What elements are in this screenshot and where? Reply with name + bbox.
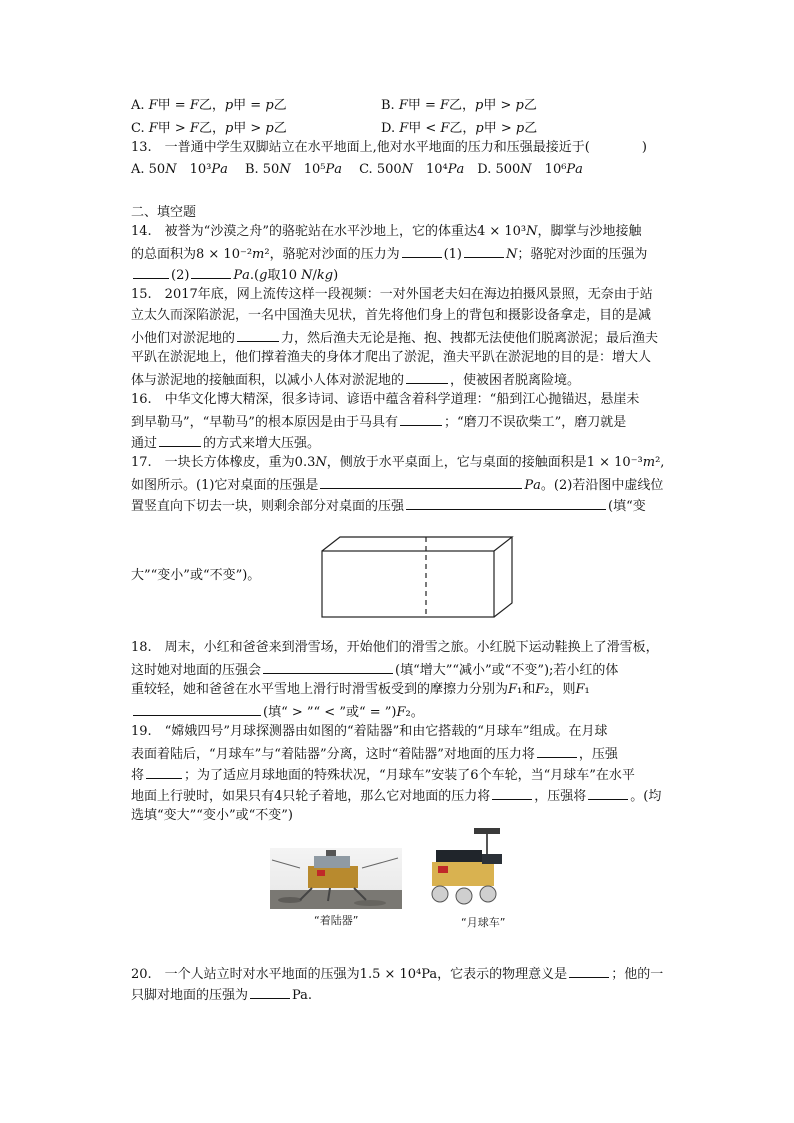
q19-line5: 选填“变大”“变小”或“不变”) (131, 808, 293, 823)
q19-blank-2[interactable] (146, 764, 182, 779)
q16-blank-1[interactable] (400, 411, 442, 426)
q20-line1 (131, 963, 663, 985)
q19-blank-4[interactable] (588, 785, 628, 800)
q17-blank-2[interactable] (406, 495, 606, 510)
q14-blank-1-left[interactable] (402, 243, 442, 258)
q14-blank-2-label: (2) (171, 268, 190, 283)
q19-line3 (131, 764, 635, 786)
q20-blank-1[interactable] (569, 963, 609, 978)
q18-line4 (131, 701, 424, 723)
q13-options: A. 50𝑁 10³𝑃𝑎 B. 50𝑁 10⁵𝑃𝑎 C. 500𝑁 10⁴𝑃𝑎 D. 500𝑁 10⁶𝑃𝑎 (131, 162, 583, 177)
q18-text: (填“ > ”“ < ”或“ = ”)𝐹₂。 (263, 705, 424, 720)
q19-text: 将 (131, 768, 145, 783)
q17-text: 𝑃𝑎。(2)若沿图中虚线位 (524, 478, 664, 493)
q17-line1: 17. 一块长方体橡皮，重为0.3𝑁，侧放于水平桌面上，它与桌面的接触面积是1 × 10⁻³𝑚², (131, 455, 665, 470)
q19-text: 。(均 (630, 789, 662, 804)
q16-text: 通过 (131, 436, 158, 451)
q15-line1: 15. 2017年底，网上流传这样一段视频：一对外国老夫妇在海边拍摄风景照，无奈由于站 (131, 287, 653, 302)
q12-option-b: B. 𝐹甲 = 𝐹乙，𝑝甲 > 𝑝乙 (381, 98, 537, 113)
q14-text: 𝑃𝑎.(𝑔取10 𝑁/𝑘𝑔) (233, 268, 339, 283)
section-title-fill-in: 二、填空题 (131, 205, 197, 220)
q18-text: (填“增大”“减小”或“不变”);若小红的体 (395, 663, 619, 678)
q15-line3 (131, 327, 658, 349)
q15-text: 体与淤泥地的接触面积，以减小人体对淤泥地的 (131, 373, 405, 388)
q19-line2 (131, 743, 618, 765)
q17-text: 如图所示。(1)它对桌面的压强是 (131, 478, 319, 493)
q14-line3 (131, 264, 338, 286)
q14-blank-2-right[interactable] (191, 264, 231, 279)
q17-eraser-figure (318, 534, 518, 620)
q19-line1: 19. “嫦娥四号”月球探测器由如图的“着陆器”和由它搭载的“月球车”组成。在月球 (131, 724, 608, 739)
q15-line4: 平趴在淤泥地上，他们撑着渔夫的身体才爬出了淤泥，渔夫平趴在淤泥地的目的是：增大人 (131, 350, 652, 365)
q14-text: 的总面积为8 × 10⁻²𝑚²，骆驼对沙面的压力为 (131, 247, 400, 262)
q14-blank-1-label: (1) (443, 247, 463, 262)
q16-blank-2[interactable] (159, 432, 201, 447)
q20-blank-2[interactable] (250, 984, 290, 999)
q20-text: 20. 一个人站立时对水平地面的压强为1.5 × 10⁴Pa，它表示的物理意义是 (131, 967, 568, 982)
q15-blank-1[interactable] (237, 327, 279, 342)
q12-option-c: C. 𝐹甲 > 𝐹乙，𝑝甲 > 𝑝乙 (131, 121, 287, 136)
q20-text: 只脚对地面的压强为 (131, 988, 249, 1003)
q14-blank-2-left[interactable] (133, 264, 169, 279)
rover-photo (418, 824, 514, 910)
q15-text: 力，然后渔夫无论是拖、抱、拽都无法使他们脱离淤泥；最后渔夫 (281, 331, 659, 346)
q18-line1: 18. 周末，小红和爸爸来到滑雪场，开始他们的滑雪之旅。小红脱下运动鞋换上了滑雪板， (131, 640, 659, 655)
q19-line4 (131, 785, 661, 807)
q14-line1: 14. 被誉为“沙漠之舟”的骆驼站在水平沙地上，它的体重达4 × 10³𝑁，脚掌与沙地接触 (131, 224, 642, 239)
q19-text: 地面上行驶时，如果只有4只轮子着地，那么它对地面的压力将 (131, 789, 491, 804)
q16-line1: 16. 中华文化博大精深，很多诗词、谚语中蕴含着科学道理：“船到江心抛锚迟，悬崖未 (131, 392, 640, 407)
q16-text: 到早勒马”，“早勒马”的根本原因是由于马具有 (131, 415, 398, 430)
q17-text: 置竖直向下切去一块，则剩余部分对桌面的压强 (131, 499, 405, 514)
q19-text: 表面着陆后，“月球车”与“着陆器”分离，这时“着陆器”对地面的压力将 (131, 747, 535, 762)
q17-line2 (131, 474, 663, 496)
q20-text: Pa. (292, 988, 313, 1003)
q18-text: 这时她对地面的压强会 (131, 663, 262, 678)
q14-text: 𝑁；骆驼对沙面的压强为 (506, 247, 648, 262)
q19-text: ，压强将 (534, 789, 587, 804)
q18-line3: 重较轻，她和爸爸在水平雪地上滑行时滑雪板受到的摩擦力分别为𝐹₁和𝐹₂，则𝐹₁ (131, 682, 590, 697)
q15-text: ，使被困者脱离险境。 (450, 373, 581, 388)
q17-blank-1[interactable] (320, 474, 522, 489)
rover-caption: “月球车” (461, 916, 506, 929)
q14-line2 (131, 243, 647, 265)
q19-text: ，压强 (578, 747, 618, 762)
cuboid-front-face (322, 551, 494, 617)
q16-line2 (131, 411, 626, 433)
q12-option-a: A. 𝐹甲 = 𝐹乙，𝑝甲 = 𝑝乙 (131, 98, 287, 113)
q16-line3 (131, 432, 320, 454)
q17-text: (填“变 (608, 499, 646, 514)
q19-blank-1[interactable] (537, 743, 577, 758)
q12-option-d: D. 𝐹甲 < 𝐹乙，𝑝甲 > 𝑝乙 (381, 121, 538, 136)
lander-caption: “着陆器” (314, 914, 359, 927)
q15-blank-2[interactable] (406, 369, 448, 384)
q15-line2: 立太久而深陷淤泥，一名中国渔夫见状，首先将他们身上的背包和摄影设备拿走，目的是减 (131, 308, 652, 323)
lander-photo (270, 848, 402, 909)
q16-text: ；“磨刀不误砍柴工”，磨刀就是 (443, 415, 627, 430)
q18-blank-2[interactable] (133, 701, 261, 716)
q16-text: 的方式来增大压强。 (203, 436, 321, 451)
q19-text: ；为了适应月球地面的特殊状况，“月球车”安装了6个车轮，当“月球车”在水平 (184, 768, 635, 783)
q17-line4: 大”“变小”或“不变”)。 (131, 568, 261, 583)
q20-text: ；他的一 (611, 967, 664, 982)
q20-line2 (131, 984, 312, 1006)
q15-text: 小他们对淤泥地的 (131, 331, 236, 346)
q17-line3 (131, 495, 646, 517)
q14-blank-1-right[interactable] (464, 243, 504, 258)
q19-blank-3[interactable] (492, 785, 532, 800)
q13-stem: 13. 一普通中学生双脚站立在水平地面上,他对水平地面的压力和压强最接近于( ) (131, 140, 647, 155)
q18-blank-1[interactable] (263, 659, 393, 674)
q18-line2 (131, 659, 618, 681)
cuboid-top-face (322, 537, 512, 551)
q15-line5 (131, 369, 580, 391)
